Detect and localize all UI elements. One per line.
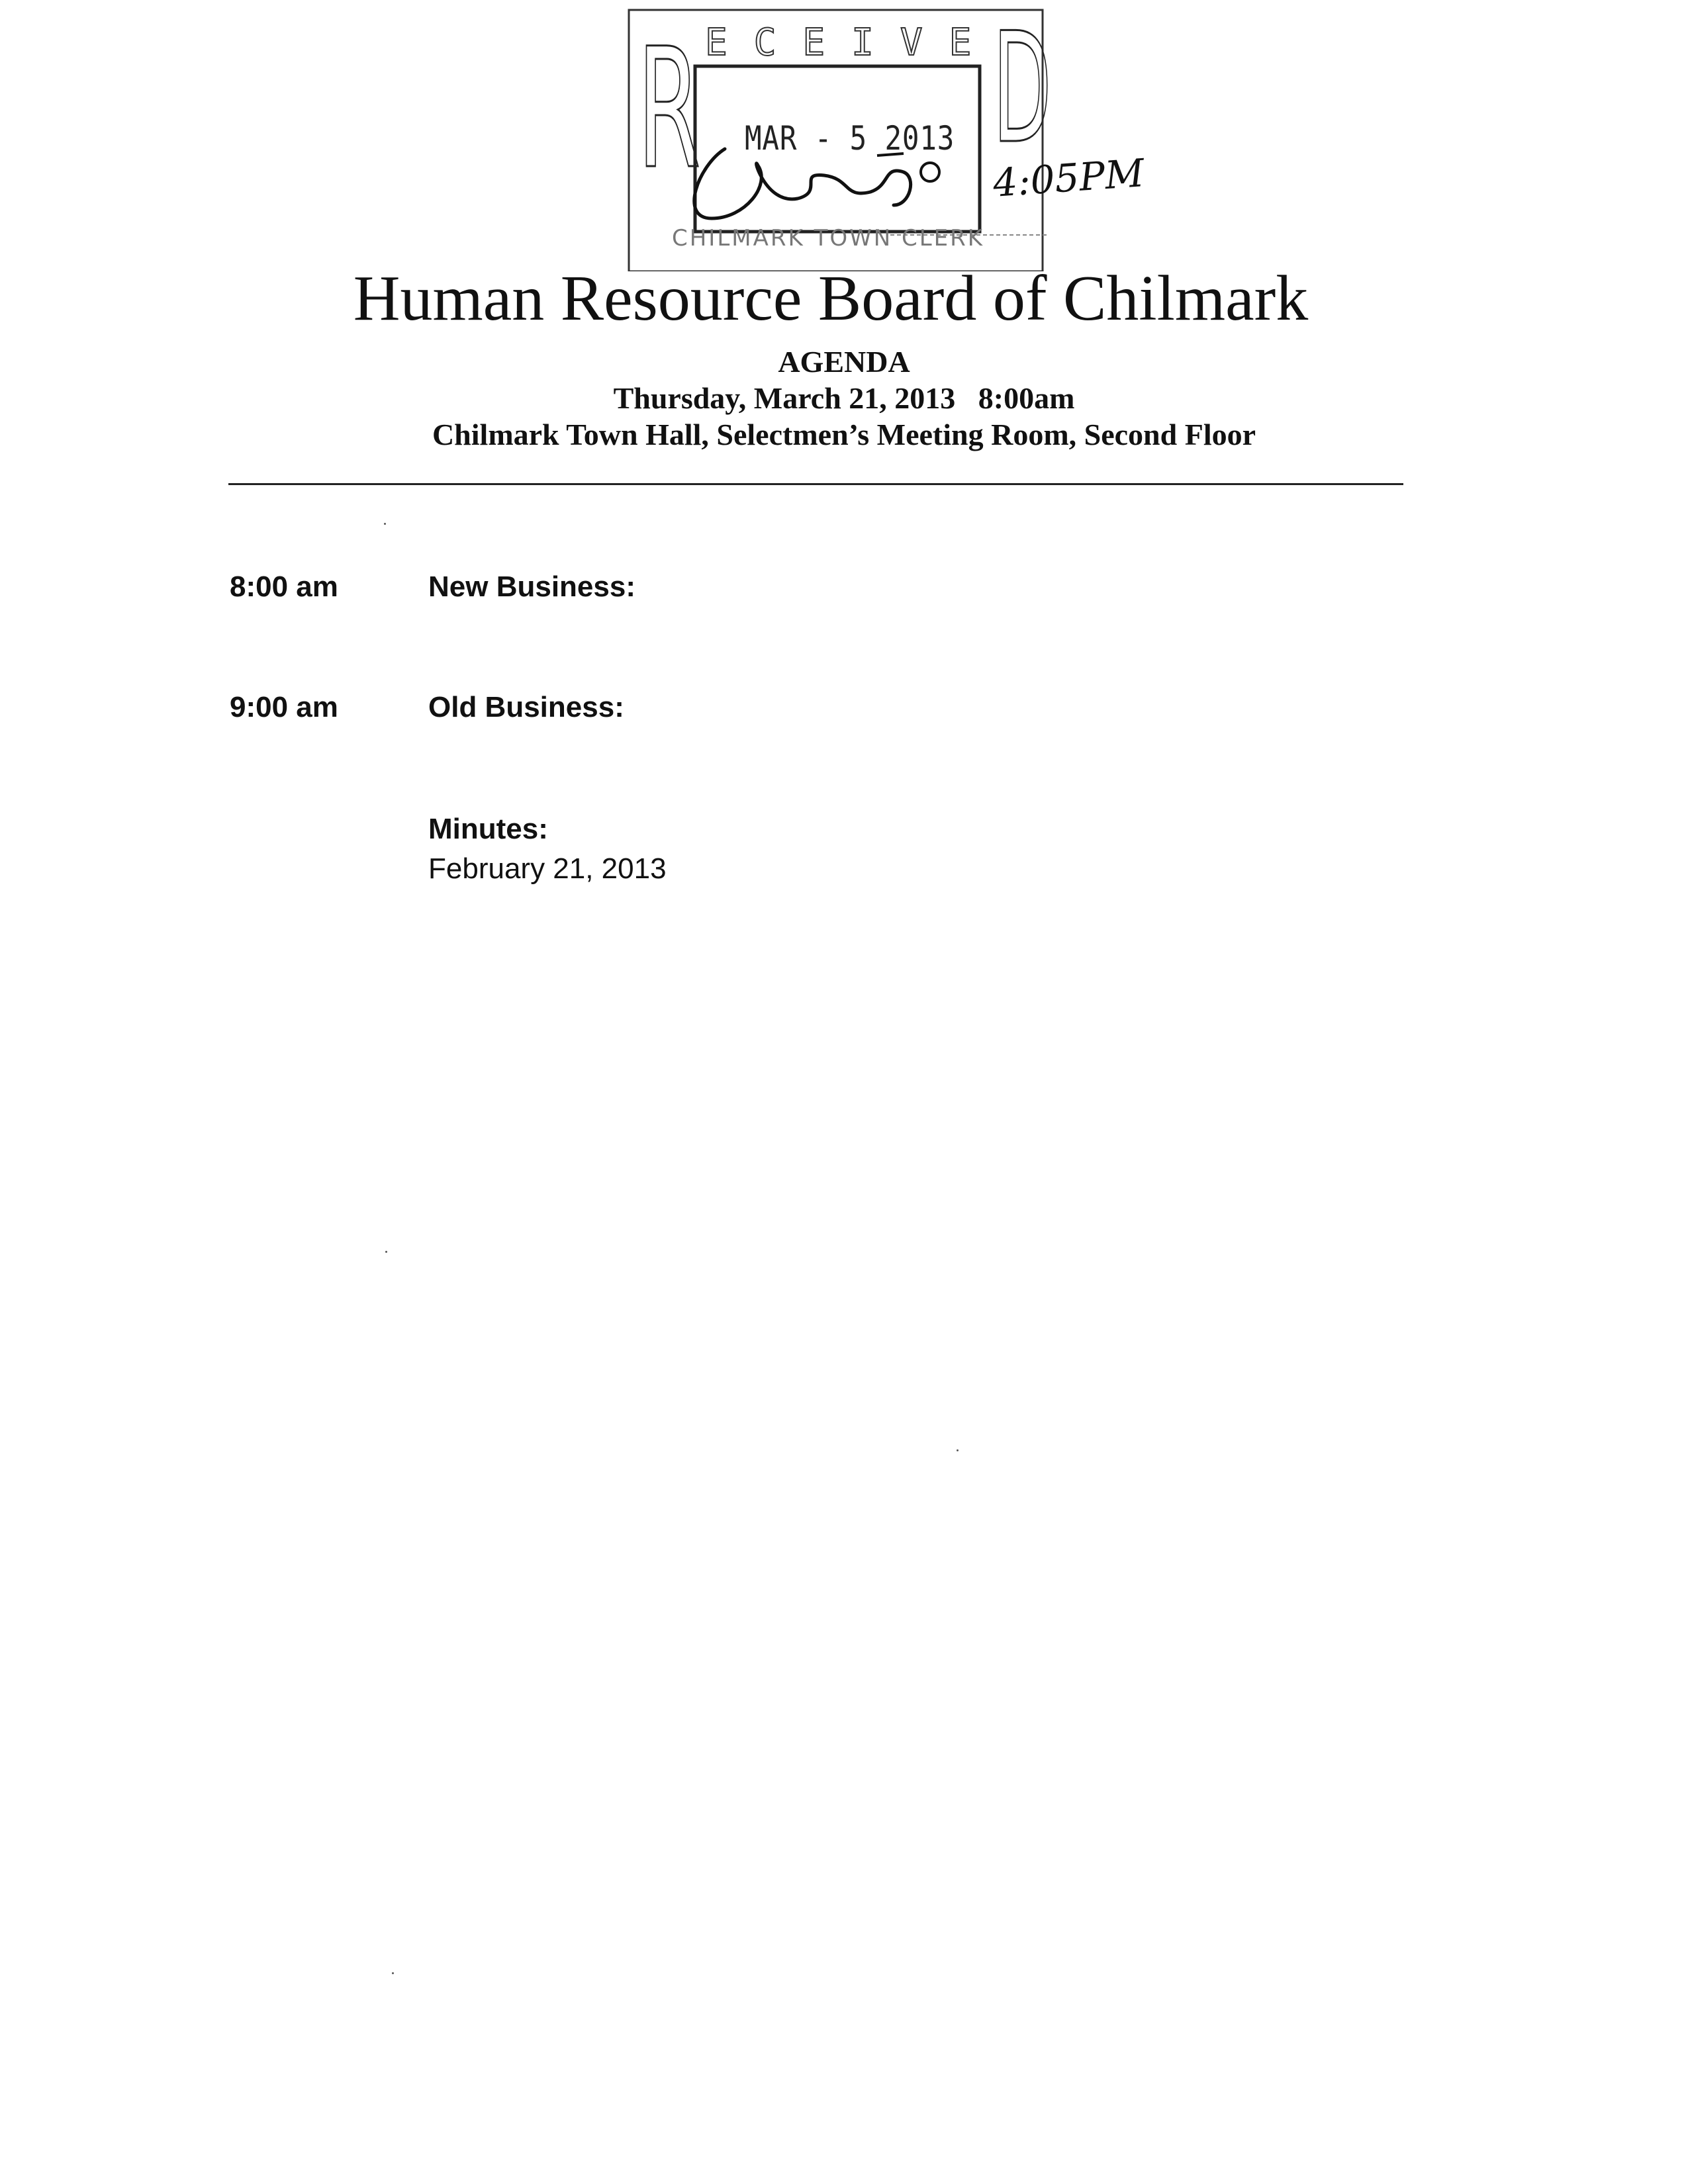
stamp-received-word	[705, 21, 998, 64]
stamp-handwritten-time: 4:05PM	[991, 150, 1146, 206]
stamp-letter-r: R	[637, 13, 701, 205]
scan-speck	[384, 523, 386, 525]
agenda-item-label: Old Business:	[428, 691, 624, 723]
header-divider	[228, 483, 1403, 485]
agenda-item-value: February 21, 2013	[428, 852, 667, 885]
page-title: Human Resource Board of Chilmark	[353, 263, 1309, 334]
scan-speck	[392, 1972, 394, 1974]
agenda-item-label: Minutes:	[428, 813, 548, 845]
agenda-item-label: New Business:	[428, 570, 635, 603]
agenda-heading: AGENDA	[778, 345, 910, 379]
stamp-received-text: ECEIVE	[705, 21, 998, 64]
meeting-datetime: Thursday, March 21, 2013 8:00am	[613, 381, 1075, 415]
stamp-date: MAR - 5 2013	[745, 119, 955, 158]
meeting-location: Chilmark Town Hall, Selectmen’s Meeting Room, Second Floor	[432, 418, 1256, 451]
agenda-item-time: 9:00 am	[230, 691, 338, 723]
received-stamp	[626, 1, 1146, 271]
stamp-clerk-text: CHILMARK TOWN CLERK	[672, 225, 985, 251]
agenda-item-time: 8:00 am	[230, 570, 338, 603]
scan-speck	[385, 1251, 387, 1253]
scan-speck	[957, 1449, 959, 1451]
stamp-letter-d: D	[993, 1, 1052, 177]
